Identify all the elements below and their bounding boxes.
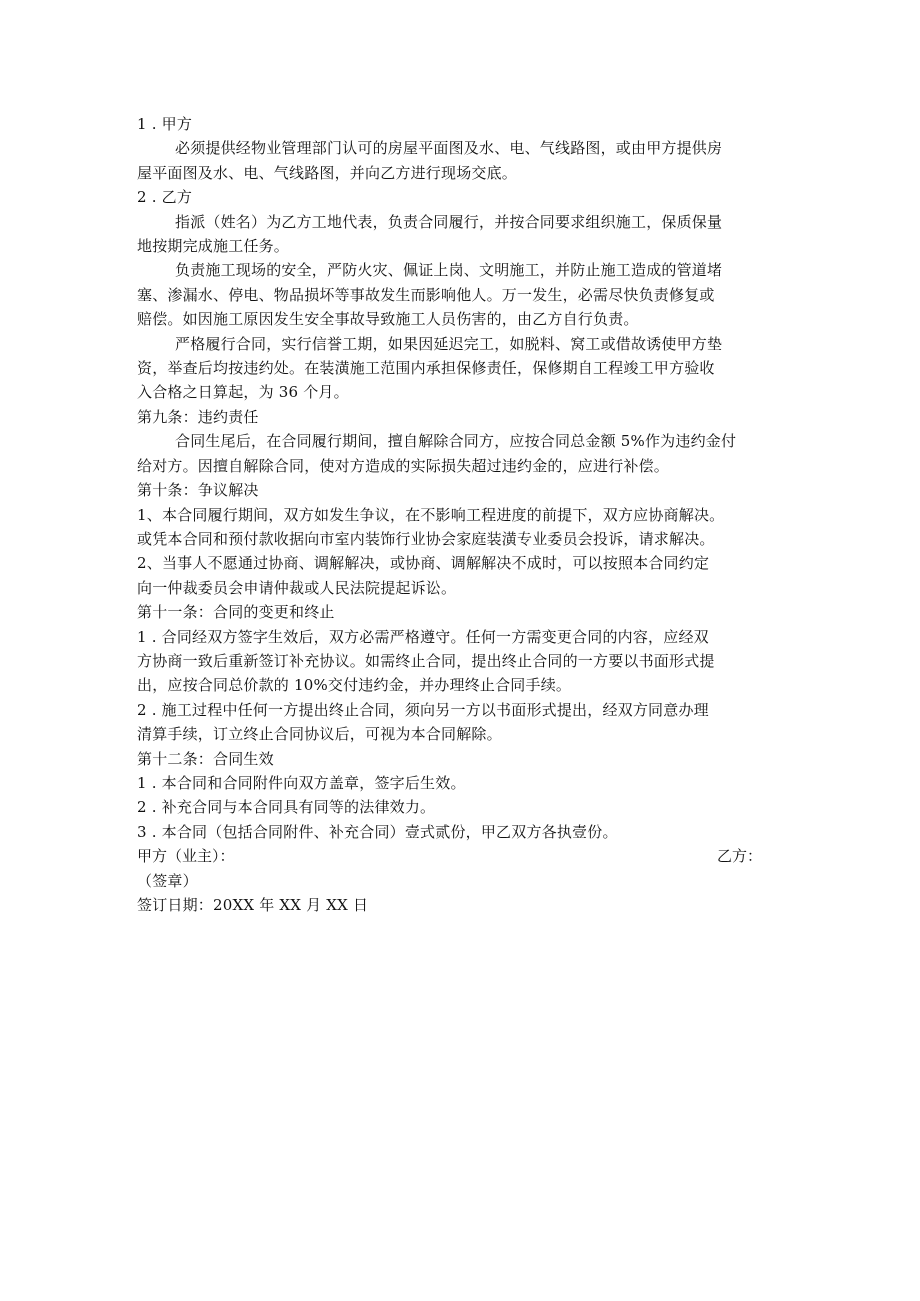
paragraph-line: 合同生尾后，在合同履行期间，擅自解除合同方，应按合同总金额 5%作为违约金付 (175, 432, 737, 451)
contract-page (137, 112, 789, 917)
paragraph-line: 必须提供经物业管理部门认可的房屋平面图及水、电、气线路图，或由甲方提供房 (175, 139, 723, 158)
paragraph-line: 2 . 施工过程中任何一方提出终止合同，须向另一方以书面形式提出，经双方同意办理 (137, 700, 709, 719)
section-heading: 第十条：争议解决 (137, 481, 259, 500)
section-heading: 2 . 乙方 (137, 188, 193, 207)
paragraph-line: 负责施工现场的安全，严防火灾、佩证上岗、文明施工，并防止施工造成的管道堵 (175, 261, 723, 280)
party-a-label: 甲方（业主）： (137, 847, 235, 866)
paragraph-line: 出，应按合同总价款的 10%交付违约金，并办理终止合同手续。 (137, 676, 572, 695)
party-b-label: 乙方： (716, 847, 762, 866)
contract-body (137, 112, 789, 844)
paragraph-line: 方协商一致后重新签订补充协议。如需终止合同，提出终止合同的一方要以书面形式提 (137, 651, 715, 670)
section-heading: 第九条：违约责任 (137, 407, 259, 426)
signature-row (137, 844, 762, 868)
section-heading: 第十一条：合同的变更和终止 (137, 603, 335, 622)
paragraph-line: 入合格之日算起，为 36 个月。 (137, 383, 349, 402)
paragraph-line: 塞、渗漏水、停电、物品损坏等事故发生而影响他人。万一发生，必需尽快负责修复或 (137, 285, 715, 304)
paragraph-line: 赔偿。如因施工原因发生安全事故导致施工人员伤害的，由乙方自行负责。 (137, 310, 639, 329)
seal-label: （签章） (137, 871, 198, 890)
paragraph-line: 清算手续，订立终止合同协议后，可视为本合同解除。 (137, 725, 502, 744)
paragraph-line: 1 . 合同经双方签字生效后，双方必需严格遵守。任何一方需变更合同的内容，应经双 (137, 627, 709, 646)
paragraph-line: 资，举查后均按违约处。在装潢施工范围内承担保修责任，保修期自工程竣工甲方验收 (137, 359, 715, 378)
paragraph-line: 屋平面图及水、电、气线路图，并向乙方进行现场交底。 (137, 163, 518, 182)
paragraph-line: 给对方。因擅自解除合同，使对方造成的实际损失超过违约金的，应进行补偿。 (137, 456, 670, 475)
paragraph-line: 或凭本合同和预付款收据向市室内装饰行业协会家庭装潢专业委员会投诉，请求解决。 (137, 529, 715, 548)
section-heading: 第十二条：合同生效 (137, 749, 274, 768)
paragraph-line: 严格履行合同，实行信誉工期，如果因延迟完工，如脱料、窝工或借故诱使甲方垫 (175, 334, 723, 353)
paragraph-line: 向一仲裁委员会申请仲裁或人民法院提起诉讼。 (137, 578, 457, 597)
paragraph-line: 1、本合同履行期间，双方如发生争议，在不影响工程进度的前提下，双方应协商解决。 (137, 505, 725, 524)
section-heading: 1 . 甲方 (137, 115, 193, 133)
paragraph-line: 地按期完成施工任务。 (137, 237, 290, 256)
signing-date: 签订日期：20XX 年 XX 月 XX 日 (137, 896, 369, 914)
paragraph-line: 指派（姓名）为乙方工地代表，负责合同履行，并按合同要求组织施工，保质保量 (175, 212, 723, 231)
paragraph-line: 1 . 本合同和合同附件向双方盖章，签字后生效。 (137, 773, 466, 792)
paragraph-line: 3 . 本合同（包括合同附件、补充合同）壹式贰份，甲乙双方各执壹份。 (137, 822, 618, 841)
paragraph-line: 2、当事人不愿通过协商、调解解决，或协商、调解解决不成时，可以按照本合同约定 (137, 554, 710, 573)
paragraph-line: 2 . 补充合同与本合同具有同等的法律效力。 (137, 798, 436, 817)
